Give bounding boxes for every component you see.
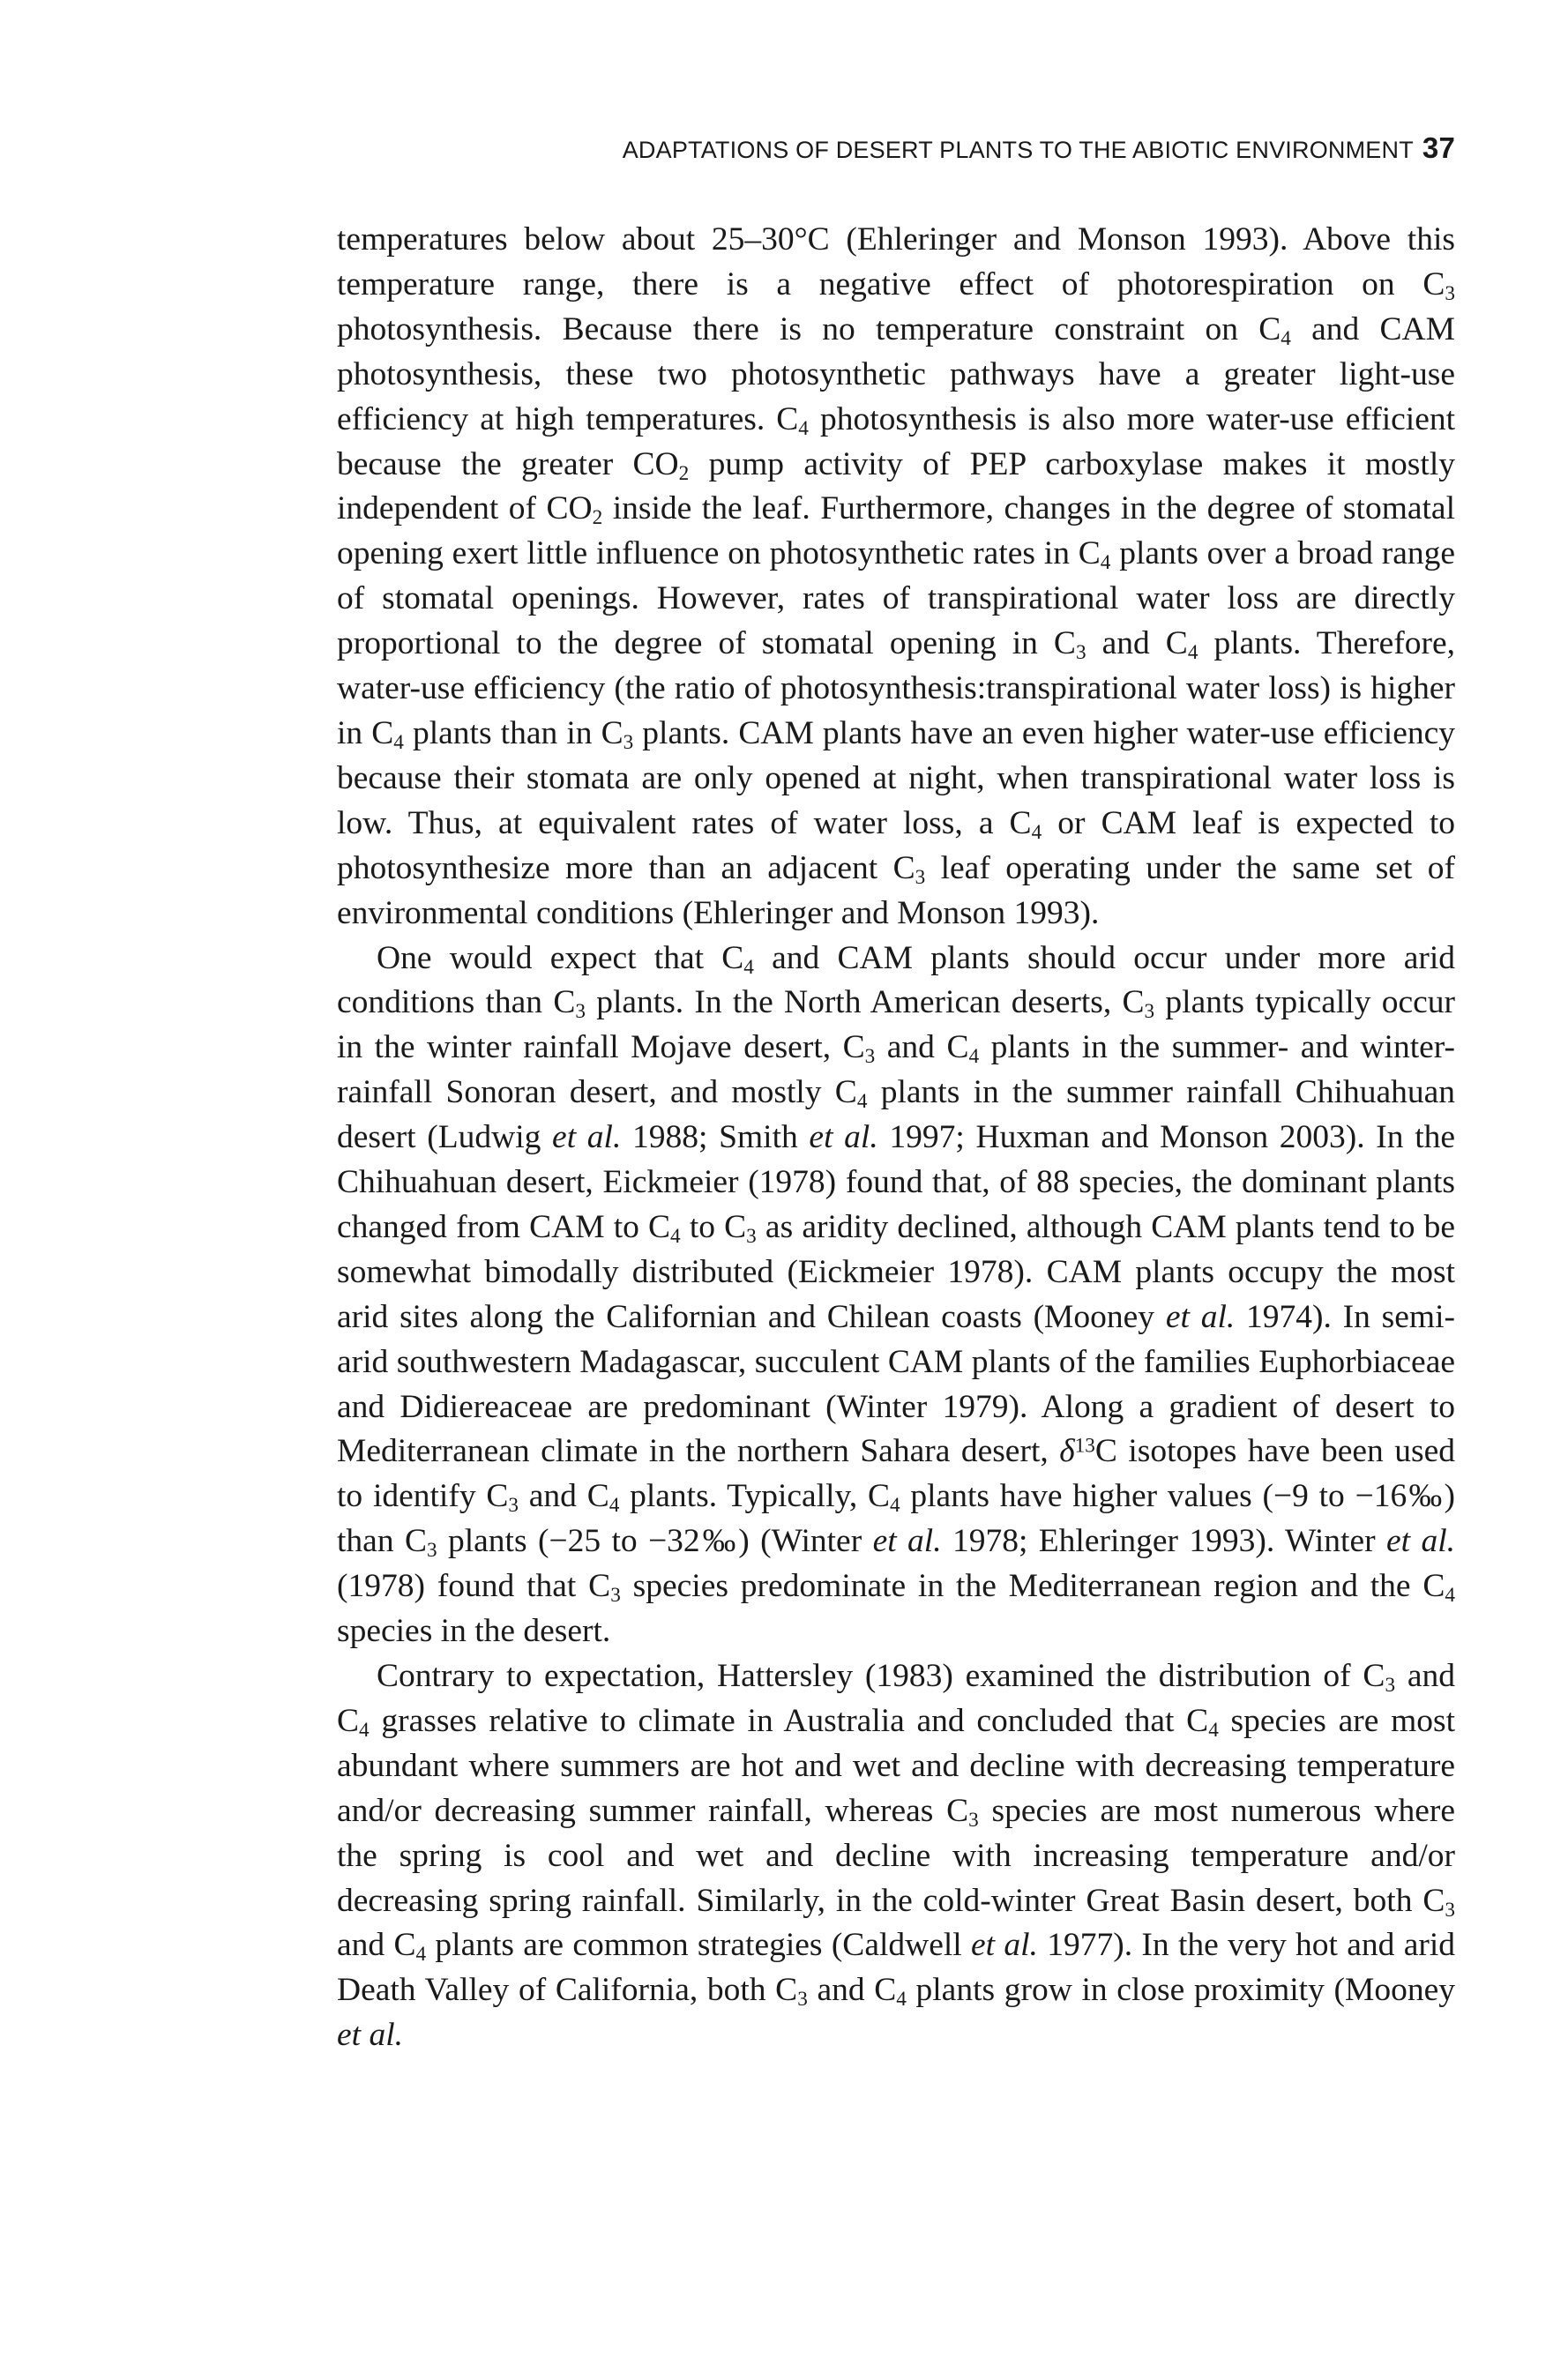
text-run: 1988; Smith (621, 1119, 810, 1156)
subscript: 3 (610, 1584, 621, 1607)
subscript: 4 (415, 1943, 427, 1967)
text-run: plants. Therefore, water-use efficiency (the ratio of photosynthesis:transpirational water loss) is higher in C (337, 625, 1455, 751)
italic-text: et al. (971, 1927, 1038, 1964)
subscript: 2 (678, 461, 690, 485)
subscript: 4 (1208, 1718, 1219, 1742)
text-run: 1977). In the very hot and arid Death Valley of California, both C (337, 1927, 1455, 2009)
text-run: and C (1086, 625, 1188, 662)
text-run: plants in the summer- and winter-rainfall Sonoran desert, and mostly C (337, 1029, 1455, 1111)
subscript: 4 (393, 730, 404, 754)
paragraph (337, 218, 1455, 937)
text-run: 1974). In semi-arid southwestern Madagascar, succulent CAM plants of the families Euphorbiaceae and Didiereaceae are predominant (Winter 1979). Along a gradient of desert to Mediterranean climate in the northern Sahara desert, (337, 1298, 1455, 1470)
text-run: plants. Typically, C (619, 1478, 890, 1515)
subscript: 3 (1075, 640, 1086, 664)
subscript: 3 (797, 1988, 808, 2012)
text-run: and C (337, 1927, 416, 1964)
text-run: plants. CAM plants have an even higher water-use efficiency because their stomata are only opened at night, when transpirational water loss is low. Thus, at equivalent rates of water loss, a C (337, 714, 1455, 841)
text-run: plants (−25 to −32‰) (Winter (437, 1523, 873, 1560)
page-number: 37 (1422, 131, 1455, 164)
italic-text: et al. (337, 2017, 403, 2054)
text-run: photosynthesis is also more water-use efficient because the greater CO (337, 400, 1456, 482)
subscript: 3 (426, 1539, 437, 1563)
subscript: 2 (592, 506, 603, 530)
subscript: 4 (1031, 820, 1042, 844)
text-run: and CAM plants should occur under more arid conditions than C (337, 939, 1455, 1021)
subscript: 4 (1100, 551, 1111, 575)
text-run: plants typically occur in the winter rainfall Mojave desert, C (337, 984, 1456, 1066)
italic-text: et al. (1386, 1523, 1455, 1560)
text-run: 1978; Ehleringer 1993). Winter (941, 1523, 1386, 1560)
italic-text: et al. (552, 1119, 622, 1156)
italic-text: et al. (809, 1119, 878, 1156)
paragraph (337, 1654, 1455, 2058)
text-run: and C (875, 1029, 969, 1066)
text-run: and C (807, 1972, 897, 2009)
subscript: 3 (623, 730, 634, 754)
subscript: 4 (968, 1045, 980, 1069)
text-run: (1978) found that C (337, 1568, 611, 1605)
running-header (335, 131, 1455, 168)
italic-text: et al. (1165, 1298, 1236, 1335)
italic-text: δ (1059, 1433, 1075, 1470)
text-run: to C (680, 1208, 747, 1245)
text-run: species are most abundant where summers are hot and wet and decline with decreasing temperature and/or decreasing summer rainfall, whereas C (337, 1702, 1455, 1829)
subscript: 4 (1445, 1584, 1455, 1607)
text-run: as aridity declined, although CAM plants tend to be somewhat bimodally distributed (Eickmeier 1978). CAM plants occupy the most arid sites along the Californian and Chilean coasts (Mooney (337, 1208, 1455, 1335)
paragraph (337, 937, 1455, 1655)
text-run: Contrary to expectation, Hattersley (1983) examined the distribution of C (377, 1658, 1385, 1694)
subscript: 4 (896, 1988, 907, 2012)
subscript: 3 (746, 1224, 757, 1248)
subscript: 3 (508, 1494, 519, 1518)
text-run: plants over a broad range of stomatal openings. However, rates of transpirational water loss are directly proportional to the degree of stomatal opening in C (337, 535, 1456, 662)
text-run: photosynthesis. Because there is no temperature constraint on C (337, 310, 1281, 347)
subscript: 3 (968, 1808, 979, 1832)
text-run: plants are common strategies (Caldwell (426, 1927, 972, 1964)
subscript: 4 (670, 1224, 681, 1248)
subscript: 4 (1187, 640, 1198, 664)
subscript: 4 (743, 955, 754, 979)
text-run: C isotopes have been used to identify C (337, 1433, 1455, 1515)
subscript: 4 (798, 416, 809, 440)
body-text (337, 218, 1455, 2058)
subscript: 3 (915, 865, 926, 889)
subscript: 3 (575, 1000, 586, 1024)
text-run: 1997; Huxman and Monson 2003). In the Chihuahuan desert, Eickmeier (1978) found that, of 88 species, the dominant plants changed from CAM to C (337, 1119, 1456, 1245)
subscript: 4 (856, 1090, 868, 1114)
text-run: and C (519, 1478, 609, 1515)
subscript: 3 (1144, 1000, 1155, 1024)
subscript: 4 (889, 1494, 900, 1518)
text-run: inside the leaf. Furthermore, changes in the degree of stomatal opening exert little influence on photosynthetic rates in C (337, 490, 1455, 572)
italic-text: et al. (872, 1523, 942, 1560)
text-run: species predominate in the Mediterranean region and the C (620, 1568, 1445, 1605)
text-run: species are most numerous where the spring is cool and wet and decline with increasing temperature and/or decreasing spring rainfall. Similarly, in the cold-winter Great Basin desert, both C (337, 1792, 1455, 1919)
text-run: One would expect that C (377, 939, 744, 976)
text-run: temperatures below about 25–30°C (Ehleringer and Monson 1993). Above this temperature range, there is a negative effect of photorespiration on C (337, 221, 1455, 302)
text-run: and C (337, 1658, 1455, 1739)
subscript: 3 (864, 1045, 876, 1069)
subscript: 3 (1445, 1898, 1455, 1922)
text-run: plants have higher values (−9 to −16‰) than C (337, 1478, 1455, 1560)
text-run: pump activity of PEP carboxylase makes it mostly independent of CO (337, 445, 1455, 527)
subscript: 4 (1281, 326, 1291, 350)
text-run: plants grow in close proximity (Mooney (906, 1972, 1455, 2009)
text-run: plants. In the North American deserts, C (585, 984, 1145, 1021)
running-title: ADAPTATIONS OF DESERT PLANTS TO THE ABIOTIC ENVIRONMENT (622, 137, 1414, 163)
subscript: 3 (1385, 1673, 1396, 1697)
text-run: plants than in C (403, 714, 623, 751)
subscript: 4 (609, 1494, 620, 1518)
text-run: grasses relative to climate in Australia and concluded that C (369, 1702, 1209, 1739)
subscript: 3 (1445, 281, 1455, 305)
text-run: leaf operating under the same set of environmental conditions (Ehleringer and Monson 1993). (337, 849, 1456, 931)
superscript: 13 (1074, 1435, 1095, 1459)
text-run: or CAM leaf is expected to photosynthesize more than an adjacent C (337, 804, 1455, 886)
text-run: and CAM photosynthesis, these two photosynthetic pathways have a greater light-use efficiency at high temperatures. C (337, 310, 1455, 437)
text-run: plants in the summer rainfall Chihuahuan desert (Ludwig (337, 1074, 1455, 1156)
subscript: 4 (359, 1718, 370, 1742)
text-run: species in the desert. (337, 1613, 611, 1650)
